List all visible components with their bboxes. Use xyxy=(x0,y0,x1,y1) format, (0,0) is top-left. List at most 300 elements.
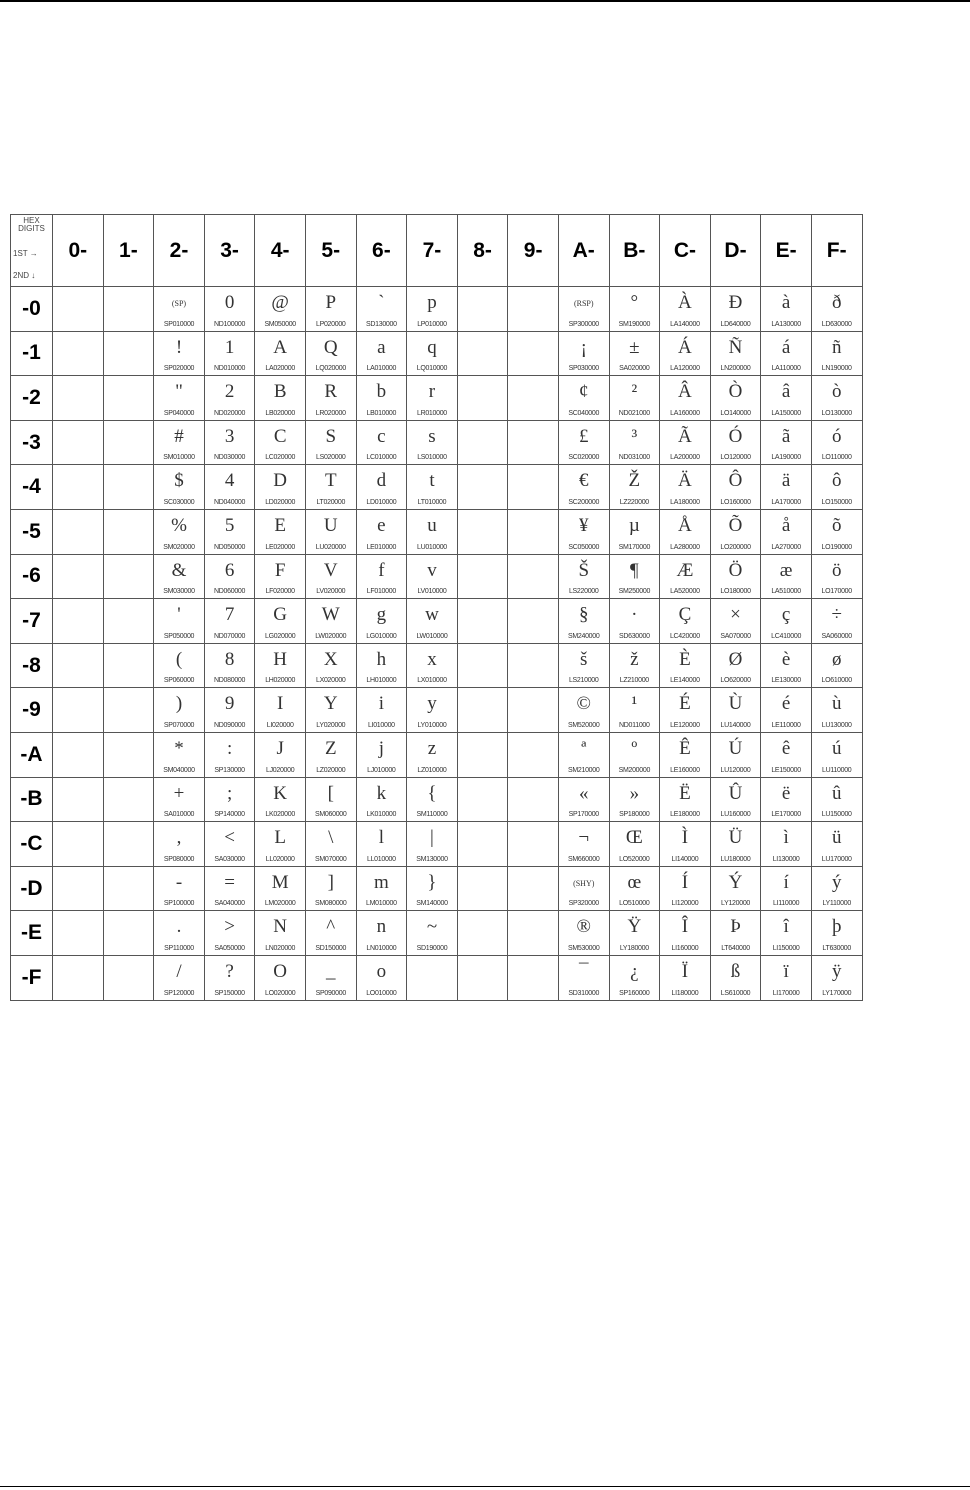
glyph-id: LW010000 xyxy=(416,632,448,640)
code-cell xyxy=(103,599,154,644)
glyph-id: LC020000 xyxy=(265,454,296,462)
code-cell xyxy=(154,287,205,332)
glyph: n xyxy=(376,916,387,938)
glyph-id: LZ020000 xyxy=(316,766,346,774)
glyph-id: LC410000 xyxy=(771,632,802,640)
code-cell xyxy=(407,509,458,554)
glyph: 9 xyxy=(224,693,235,715)
glyph: ( xyxy=(175,648,183,670)
code-cell xyxy=(53,822,104,867)
glyph: Z xyxy=(324,737,337,759)
glyph-id: SM660000 xyxy=(568,855,600,863)
glyph: w xyxy=(425,604,439,626)
code-cell xyxy=(457,643,508,688)
glyph-id: LQ020000 xyxy=(315,365,346,373)
code-cell xyxy=(407,465,458,510)
glyph: q xyxy=(427,336,437,358)
glyph: Ñ xyxy=(728,336,743,358)
glyph-id: SM080000 xyxy=(315,900,347,908)
glyph: Ì xyxy=(681,827,689,849)
code-cell xyxy=(407,866,458,911)
glyph: j xyxy=(378,737,384,759)
glyph: r xyxy=(428,381,436,403)
code-cell xyxy=(710,331,761,376)
glyph-id: SD130000 xyxy=(366,320,397,328)
code-cell xyxy=(53,376,104,421)
glyph-id: LS010000 xyxy=(417,454,447,462)
glyph-id: SC040000 xyxy=(568,409,600,417)
glyph: f xyxy=(378,559,385,581)
glyph-id: ND060000 xyxy=(214,588,246,596)
glyph-id: LA140000 xyxy=(670,320,700,328)
glyph: b xyxy=(376,381,387,403)
code-cell xyxy=(609,420,660,465)
code-cell xyxy=(53,911,104,956)
code-cell xyxy=(508,866,559,911)
code-cell xyxy=(508,599,559,644)
glyph-id: LD630000 xyxy=(821,320,852,328)
code-cell xyxy=(154,777,205,822)
code-cell xyxy=(660,420,711,465)
glyph-id: SM520000 xyxy=(568,721,600,729)
glyph: & xyxy=(171,559,187,581)
code-cell xyxy=(154,376,205,421)
glyph-id: LU180000 xyxy=(720,855,751,863)
code-cell xyxy=(660,732,711,777)
glyph: T xyxy=(324,470,337,492)
hex-digits-corner xyxy=(11,215,53,287)
glyph-id: ND010000 xyxy=(214,365,246,373)
glyph-id: SP080000 xyxy=(163,855,195,863)
code-cell xyxy=(356,688,407,733)
code-cell xyxy=(53,420,104,465)
glyph: Ä xyxy=(678,470,692,492)
code-cell xyxy=(53,465,104,510)
code-cell xyxy=(558,822,609,867)
glyph-id: LG020000 xyxy=(265,632,296,640)
code-cell xyxy=(154,866,205,911)
code-cell xyxy=(660,643,711,688)
glyph: £ xyxy=(578,425,589,447)
glyph-id: SM040000 xyxy=(163,766,195,774)
glyph-id: LC420000 xyxy=(669,632,700,640)
row-header: -E xyxy=(11,911,53,956)
glyph: I xyxy=(277,693,284,715)
code-cell xyxy=(761,599,812,644)
glyph: Ç xyxy=(678,604,692,626)
glyph-id: SM190000 xyxy=(618,320,651,328)
glyph-id: ND040000 xyxy=(214,498,246,506)
glyph-id: SP160000 xyxy=(619,989,650,997)
glyph: Â xyxy=(678,381,692,403)
glyph-id: LH020000 xyxy=(265,677,296,685)
glyph: Ö xyxy=(728,559,743,581)
glyph: ! xyxy=(175,336,183,358)
glyph: [ xyxy=(327,782,334,804)
code-cell xyxy=(154,509,205,554)
code-cell xyxy=(255,509,306,554)
code-cell xyxy=(53,866,104,911)
code-cell xyxy=(154,822,205,867)
glyph: d xyxy=(376,470,387,492)
glyph: ¡ xyxy=(580,336,587,358)
glyph-id: SP020000 xyxy=(163,365,195,373)
glyph: ¶ xyxy=(630,559,639,581)
code-cell xyxy=(609,287,660,332)
glyph-id: LA150000 xyxy=(771,409,801,417)
glyph: o xyxy=(376,960,387,982)
code-cell xyxy=(204,599,255,644)
code-cell xyxy=(103,732,154,777)
glyph: ° xyxy=(630,292,639,313)
glyph: È xyxy=(679,648,691,670)
glyph-id: LO610000 xyxy=(821,677,852,685)
glyph: š xyxy=(580,648,588,670)
glyph-id: LT020000 xyxy=(316,498,346,506)
table-row xyxy=(11,509,863,554)
column-header-row xyxy=(11,215,863,287)
code-cell xyxy=(356,822,407,867)
glyph: € xyxy=(578,470,589,492)
code-cell xyxy=(457,420,508,465)
glyph: y xyxy=(427,693,437,715)
code-cell xyxy=(255,331,306,376)
code-cell xyxy=(660,376,711,421)
glyph-id: LE170000 xyxy=(771,811,801,819)
glyph: (SP) xyxy=(171,299,187,308)
glyph-id: LJ010000 xyxy=(367,766,396,774)
glyph-id: SP130000 xyxy=(214,766,245,774)
glyph: à xyxy=(781,292,791,313)
code-cell xyxy=(761,331,812,376)
glyph: ) xyxy=(175,693,183,715)
glyph: Ê xyxy=(679,737,691,759)
table-row xyxy=(11,331,863,376)
glyph: { xyxy=(427,782,437,804)
code-cell xyxy=(558,554,609,599)
glyph: § xyxy=(578,604,589,626)
code-cell xyxy=(103,331,154,376)
code-cell xyxy=(508,777,559,822)
code-cell xyxy=(710,732,761,777)
code-cell xyxy=(811,554,862,599)
code-cell xyxy=(407,287,458,332)
code-cell xyxy=(356,376,407,421)
code-cell xyxy=(53,955,104,1000)
glyph: l xyxy=(378,827,384,849)
code-cell xyxy=(356,287,407,332)
glyph-id: SM070000 xyxy=(315,855,347,863)
glyph: ª xyxy=(581,737,587,759)
code-cell xyxy=(255,420,306,465)
code-cell xyxy=(305,465,356,510)
glyph: U xyxy=(323,514,338,536)
code-cell xyxy=(103,688,154,733)
code-cell xyxy=(255,911,306,956)
glyph: ¹ xyxy=(631,693,638,715)
code-cell xyxy=(811,866,862,911)
glyph: z xyxy=(427,737,437,759)
glyph-id: LP010000 xyxy=(417,320,447,328)
code-cell xyxy=(154,732,205,777)
glyph: Ù xyxy=(728,693,743,715)
code-cell xyxy=(609,732,660,777)
glyph: á xyxy=(781,336,791,358)
glyph-id: LE150000 xyxy=(771,766,801,774)
code-cell xyxy=(508,688,559,733)
code-cell xyxy=(305,376,356,421)
glyph-id: LE110000 xyxy=(771,721,801,729)
code-cell xyxy=(457,688,508,733)
glyph: ï xyxy=(783,960,789,982)
glyph-id: LU160000 xyxy=(720,811,751,819)
code-cell xyxy=(255,822,306,867)
glyph-id: LO150000 xyxy=(821,498,852,506)
glyph: Û xyxy=(728,782,743,804)
code-cell xyxy=(356,777,407,822)
glyph-id: LA110000 xyxy=(771,365,801,373)
column-header: F- xyxy=(811,215,862,287)
glyph-id: LY170000 xyxy=(822,989,852,997)
glyph: 6 xyxy=(224,559,235,581)
code-cell xyxy=(154,554,205,599)
glyph: Ò xyxy=(728,381,743,403)
glyph: * xyxy=(174,737,184,759)
code-cell xyxy=(305,866,356,911)
glyph-id: LT640000 xyxy=(721,944,750,952)
code-cell xyxy=(407,822,458,867)
glyph-id: SP010000 xyxy=(163,320,195,328)
glyph: D xyxy=(273,470,288,492)
glyph: ÿ xyxy=(831,960,842,982)
glyph-id: ND011000 xyxy=(619,721,650,729)
glyph: X xyxy=(323,648,338,670)
glyph: / xyxy=(176,960,182,982)
glyph-id: LV010000 xyxy=(417,588,447,596)
glyph-id: LX020000 xyxy=(316,677,346,685)
glyph: Œ xyxy=(625,827,643,849)
code-cell xyxy=(761,822,812,867)
glyph-id: ND050000 xyxy=(214,543,246,551)
code-cell xyxy=(457,599,508,644)
glyph-id: LN020000 xyxy=(265,944,296,952)
code-page-table xyxy=(10,214,863,1001)
glyph: ² xyxy=(631,381,638,403)
code-cell xyxy=(710,866,761,911)
code-cell xyxy=(811,376,862,421)
code-cell xyxy=(558,911,609,956)
glyph-id: LK010000 xyxy=(366,811,397,819)
glyph: 3 xyxy=(224,425,235,447)
glyph: þ xyxy=(831,916,842,938)
glyph-id: SA070000 xyxy=(720,632,751,640)
glyph-id: SM530000 xyxy=(568,944,600,952)
glyph: À xyxy=(678,292,692,313)
table-row xyxy=(11,911,863,956)
code-cell xyxy=(660,866,711,911)
glyph-id: LW020000 xyxy=(315,632,347,640)
glyph: ô xyxy=(831,470,842,492)
table-row xyxy=(11,777,863,822)
glyph: å xyxy=(781,514,791,536)
code-cell xyxy=(508,465,559,510)
code-cell xyxy=(53,554,104,599)
code-cell xyxy=(508,554,559,599)
glyph: = xyxy=(224,871,235,893)
glyph: + xyxy=(173,782,185,804)
table-row xyxy=(11,688,863,733)
glyph: Å xyxy=(678,514,692,536)
table-row xyxy=(11,866,863,911)
glyph: û xyxy=(831,782,842,804)
glyph-id: ND020000 xyxy=(214,409,246,417)
code-cell xyxy=(609,509,660,554)
glyph: · xyxy=(631,604,638,626)
code-cell xyxy=(457,822,508,867)
glyph: ± xyxy=(629,336,640,358)
code-cell xyxy=(508,732,559,777)
glyph: ù xyxy=(831,693,842,715)
code-cell xyxy=(609,376,660,421)
glyph-id: LT010000 xyxy=(417,498,447,506)
code-cell xyxy=(356,420,407,465)
code-cell xyxy=(660,955,711,1000)
code-cell xyxy=(761,554,812,599)
glyph: î xyxy=(783,916,789,938)
glyph-id: SP090000 xyxy=(315,989,346,997)
row-header: -D xyxy=(11,866,53,911)
glyph-id: LE130000 xyxy=(771,677,801,685)
code-cell xyxy=(103,465,154,510)
glyph: ; xyxy=(226,782,233,804)
glyph: E xyxy=(274,514,286,536)
code-cell xyxy=(710,643,761,688)
glyph-id: LU110000 xyxy=(822,766,852,774)
glyph: c xyxy=(377,425,386,447)
glyph-id: LA160000 xyxy=(670,409,700,417)
code-cell xyxy=(811,822,862,867)
code-cell xyxy=(103,822,154,867)
code-cell xyxy=(103,509,154,554)
glyph-id: ND100000 xyxy=(214,320,246,328)
code-cell xyxy=(356,509,407,554)
glyph: Þ xyxy=(730,916,741,938)
glyph-id: LX010000 xyxy=(417,677,447,685)
code-cell xyxy=(305,643,356,688)
glyph: ê xyxy=(781,737,791,759)
glyph-id: SP070000 xyxy=(163,721,195,729)
code-cell xyxy=(558,866,609,911)
column-header: 0- xyxy=(53,215,104,287)
glyph: s xyxy=(428,425,436,447)
code-cell xyxy=(761,777,812,822)
glyph: ž xyxy=(630,648,639,670)
glyph: é xyxy=(781,693,791,715)
glyph-id: SM170000 xyxy=(618,543,651,551)
glyph: g xyxy=(376,604,387,626)
code-cell xyxy=(255,777,306,822)
code-cell xyxy=(660,287,711,332)
table-row xyxy=(11,732,863,777)
glyph: : xyxy=(226,737,233,759)
glyph: ' xyxy=(177,604,181,626)
glyph-id: LS020000 xyxy=(316,454,346,462)
glyph-id: LV020000 xyxy=(316,588,346,596)
glyph-id: LO620000 xyxy=(720,677,751,685)
glyph: < xyxy=(224,827,235,849)
code-cell xyxy=(508,509,559,554)
glyph-id: SP100000 xyxy=(163,900,195,908)
glyph: ³ xyxy=(631,425,638,447)
glyph: 7 xyxy=(224,604,235,626)
glyph: è xyxy=(781,648,791,670)
glyph: © xyxy=(576,693,591,715)
glyph: ~ xyxy=(426,916,438,938)
glyph: a xyxy=(377,336,386,358)
glyph-id: SM020000 xyxy=(163,543,195,551)
code-cell xyxy=(204,331,255,376)
glyph-id: LB020000 xyxy=(265,409,295,417)
code-cell xyxy=(761,376,812,421)
glyph: ¯ xyxy=(578,960,589,982)
code-cell xyxy=(255,866,306,911)
glyph-id: LM020000 xyxy=(264,900,296,908)
glyph-id: LG010000 xyxy=(366,632,397,640)
row-header: -2 xyxy=(11,376,53,421)
glyph: ç xyxy=(781,604,791,626)
code-cell xyxy=(103,554,154,599)
glyph-id: LS210000 xyxy=(568,677,599,685)
glyph: x xyxy=(427,648,437,670)
code-cell xyxy=(508,420,559,465)
glyph: « xyxy=(578,782,589,804)
bottom-rule xyxy=(0,1486,970,1487)
glyph: ® xyxy=(576,916,591,938)
glyph-id: LU010000 xyxy=(416,543,447,551)
column-header: 7- xyxy=(407,215,458,287)
table-row xyxy=(11,599,863,644)
glyph-id: LZ220000 xyxy=(619,498,649,506)
code-cell xyxy=(154,955,205,1000)
glyph: @ xyxy=(271,292,289,313)
code-cell xyxy=(761,465,812,510)
code-cell xyxy=(255,287,306,332)
glyph-id: LE020000 xyxy=(265,543,295,551)
glyph: | xyxy=(430,827,434,849)
glyph: M xyxy=(271,871,289,893)
code-cell xyxy=(811,420,862,465)
glyph: ¢ xyxy=(578,381,589,403)
column-header: 2- xyxy=(154,215,205,287)
code-cell xyxy=(457,376,508,421)
code-cell xyxy=(660,465,711,510)
code-cell xyxy=(255,732,306,777)
code-cell xyxy=(609,866,660,911)
glyph-id: LO520000 xyxy=(619,855,650,863)
glyph: Ë xyxy=(679,782,691,804)
glyph-id: LO510000 xyxy=(619,900,650,908)
glyph: Ú xyxy=(728,737,743,759)
glyph-id: LE120000 xyxy=(670,721,700,729)
code-cell xyxy=(154,911,205,956)
glyph-id: LQ010000 xyxy=(416,365,448,373)
table-row xyxy=(11,955,863,1000)
glyph-id: LN190000 xyxy=(821,365,852,373)
glyph-id: LK020000 xyxy=(265,811,295,819)
row-header: -7 xyxy=(11,599,53,644)
hex-digits-title: HEX DIGITS xyxy=(18,216,45,233)
glyph-id: LI110000 xyxy=(772,900,800,908)
